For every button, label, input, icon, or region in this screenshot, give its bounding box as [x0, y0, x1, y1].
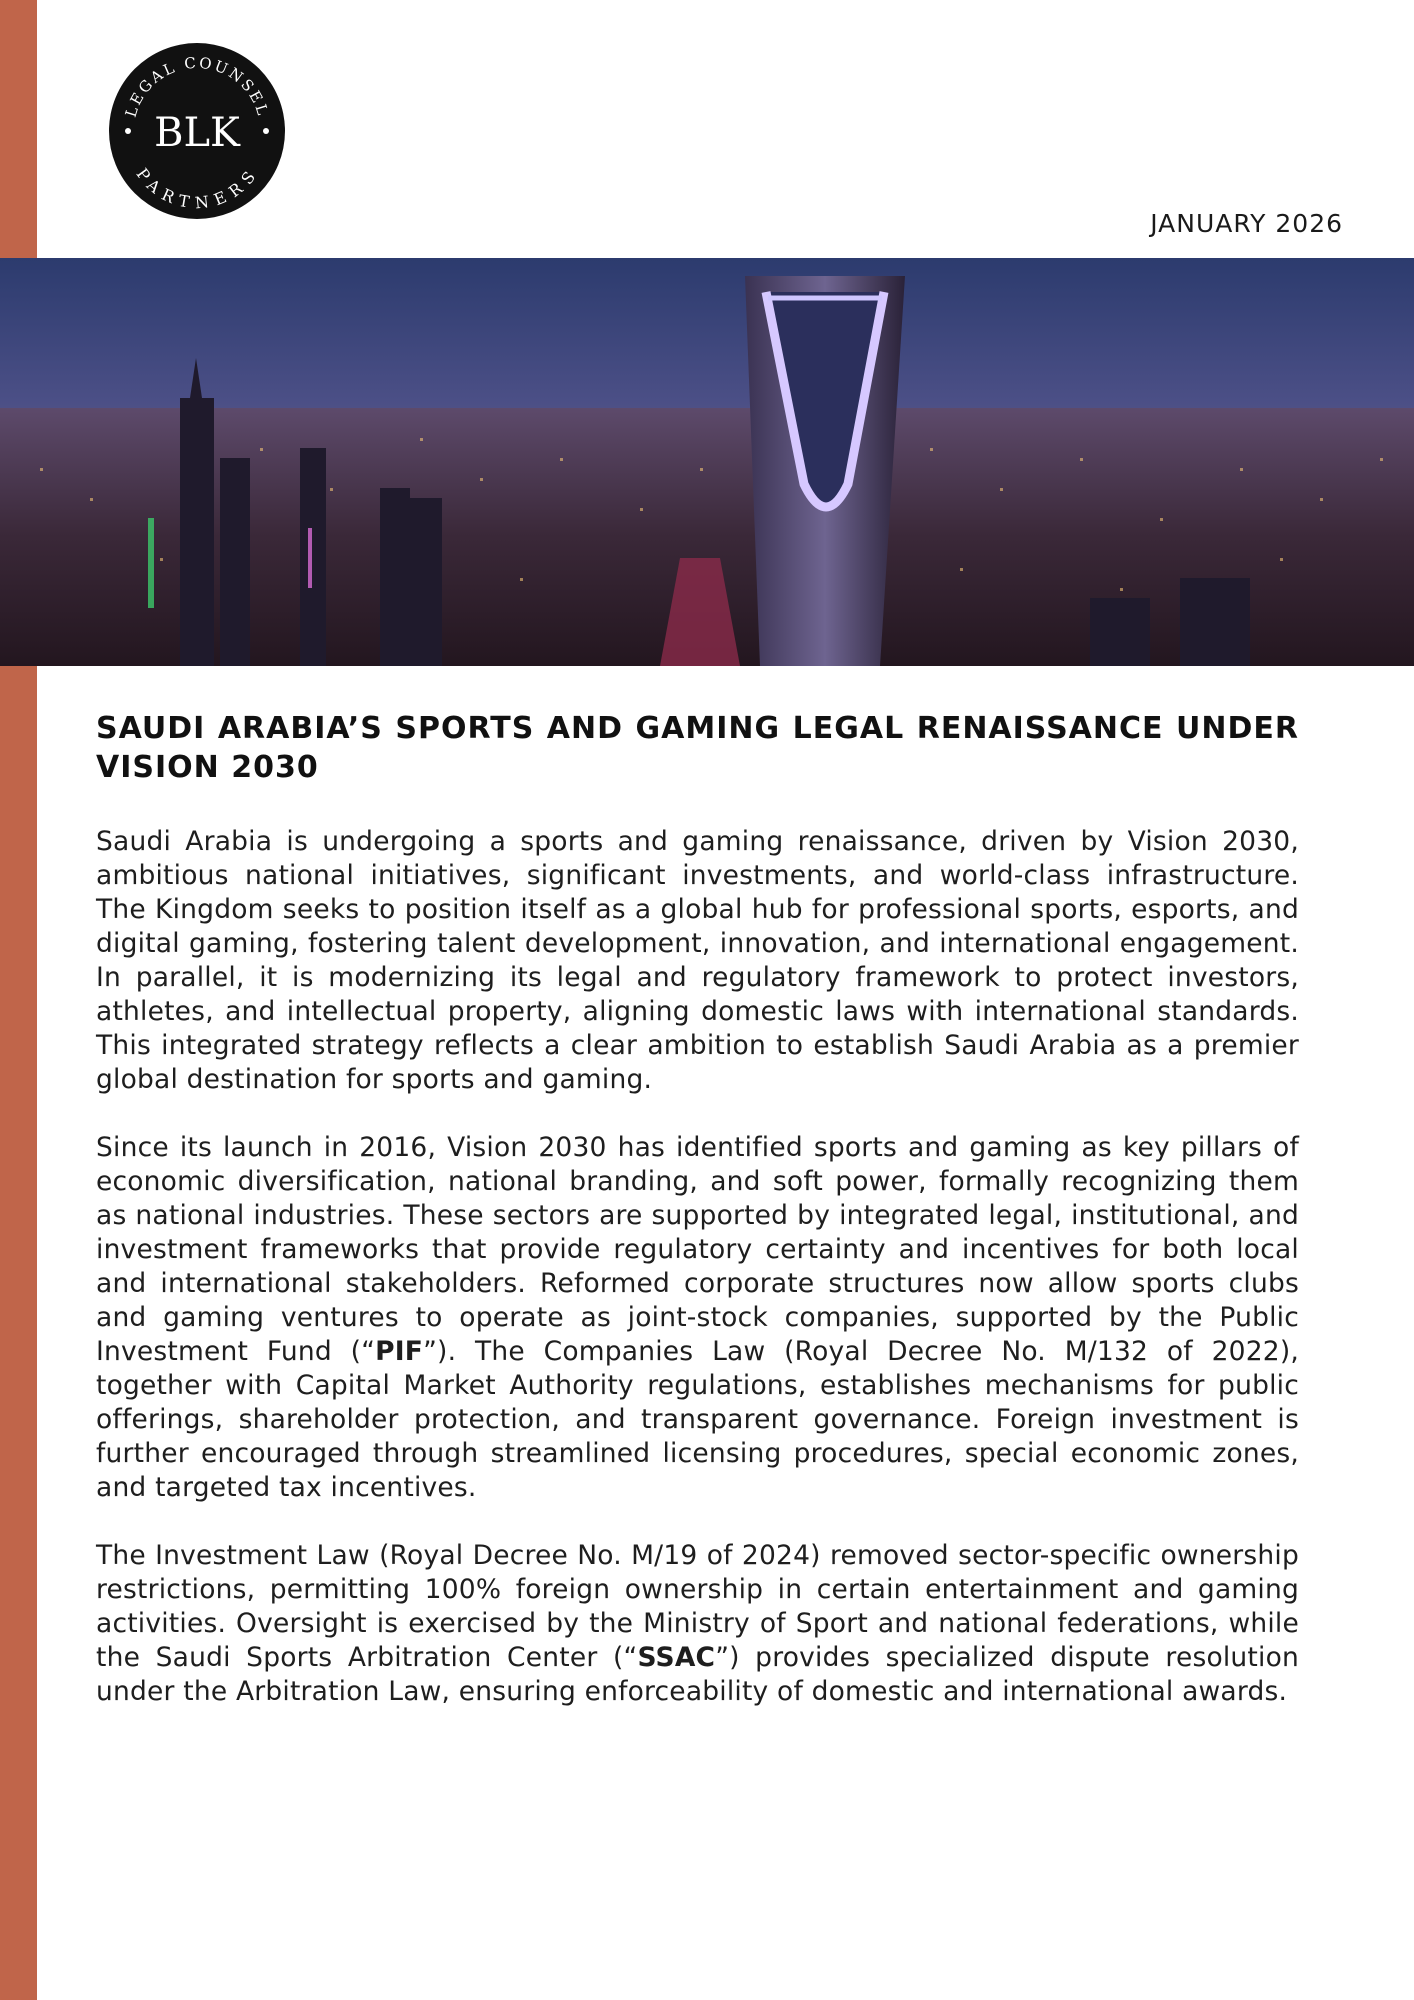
article-paragraph-3	[96, 1539, 1299, 1709]
logo-top-text: LEGAL COUNSEL	[121, 53, 273, 120]
paragraph-2-text-start: Since its launch in 2016, Vision 2030 has identified sports and gaming as key pillars of economic diversification, national branding, and soft power, formally recognizing them as national industries. These sectors are supported by integrated legal, institutional, and investment frameworks that provide regulatory certainty and incentives for both local and international stakeholders. Reformed corporate structures now allow sports clubs and gaming ventures to operate as joint-stock companies, supported by the Public Investment Fund (“	[96, 1132, 1299, 1367]
paragraph-3-text-end: ”) provides specialized dispute resolution under the Arbitration Law, ensuring enforceability of domestic and international awards.	[96, 1642, 1299, 1707]
hero-skyline-image	[0, 258, 1414, 666]
article-paragraph-2	[96, 1131, 1299, 1505]
ssac-term: SSAC	[637, 1642, 716, 1673]
logo-center-text: BLK	[154, 110, 240, 156]
paragraph-2-text-end: ”). The Companies Law (Royal Decree No. M/132 of 2022), together with Capital Market Authority regulations, establishes mechanisms for public offerings, shareholder protection, and transparent governance. Foreign investment is further encouraged through streamlined licensing procedures, special economic zones, and targeted tax incentives.	[96, 1336, 1299, 1503]
publication-date: JANUARY 2026	[1150, 209, 1343, 238]
blk-partners-logo	[108, 42, 286, 220]
pif-term: PIF	[375, 1336, 424, 1367]
article-paragraph-1: Saudi Arabia is undergoing a sports and gaming renaissance, driven by Vision 2030, ambitious national initiatives, significant investments, and world-class infrastructure. The Kingdom seeks to position itself as a global hub for professional sports, esports, and digital gaming, fostering talent development, innovation, and international engagement. In parallel, it is modernizing its legal and regulatory framework to protect investors, athletes, and intellectual property, aligning domestic laws with international standards. This integrated strategy reflects a clear ambition to establish Saudi Arabia as a premier global destination for sports and gaming.	[96, 826, 1299, 1095]
article-title: SAUDI ARABIA’S SPORTS AND GAMING LEGAL RENAISSANCE UNDER VISION 2030	[96, 711, 1299, 785]
logo-bottom-text: PARTNERS	[132, 164, 262, 213]
article-body	[96, 709, 1299, 1743]
paragraph-3-text-start: The Investment Law (Royal Decree No. M/19 of 2024) removed sector-specific ownership restrictions, permitting 100% foreign ownership in certain entertainment and gaming activities. Oversight is exercised by the Ministry of Sport and national federations, while the Saudi Sports Arbitration Center (“	[96, 1540, 1299, 1673]
